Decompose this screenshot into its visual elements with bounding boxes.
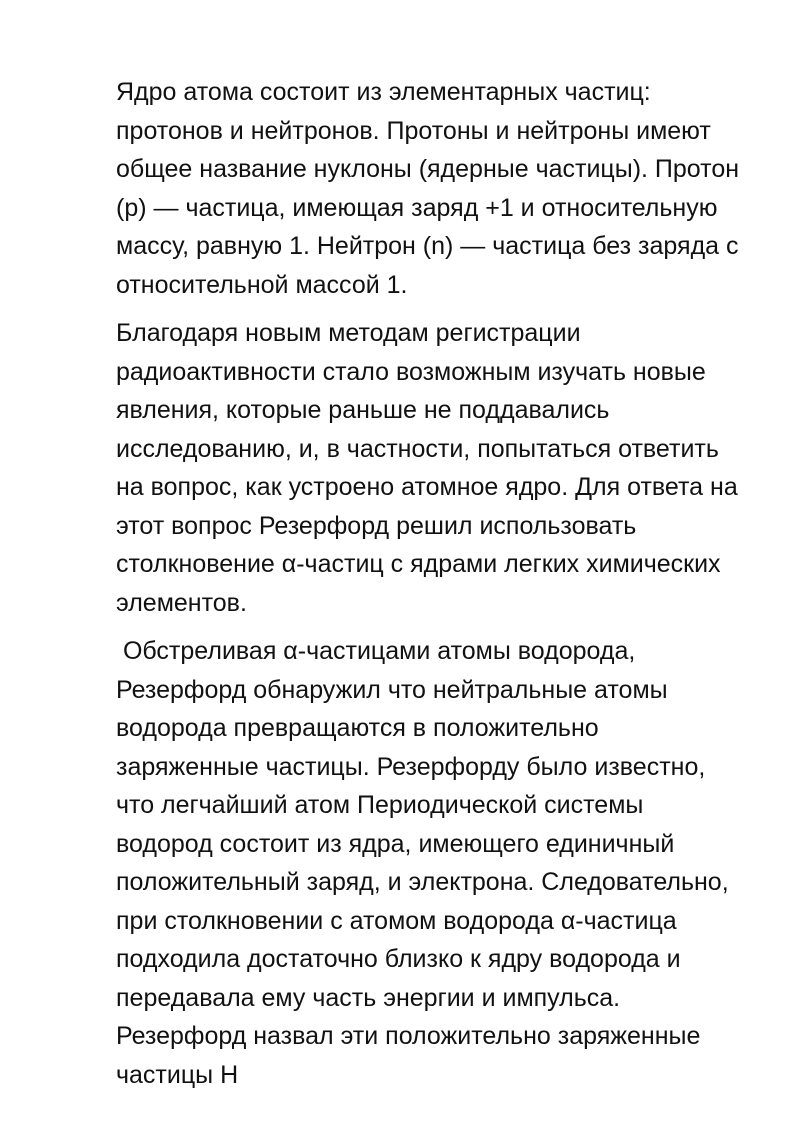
paragraph-nucleus-composition: Ядро атома состоит из элементарных частиц: протонов и нейтронов. Протоны и нейтроны имеют общее название нуклоны (ядерные частицы). Протон (p) — частица, имеющая заряд +1 и относительную массу, равную 1. Нейтрон (n) — частица без заряда с относительной массой 1. bbox=[116, 78, 740, 299]
document-page bbox=[116, 73, 746, 1104]
paragraph-rutherford-experiment: Обстреливая α-частицами атомы водорода, Резерфорд обнаружил что нейтральные атомы водорода превращаются в положительно заряженные частицы. Резерфорду было известно, что легчайший атом Периодической системы водород состоит из ядра, имеющего единичный положительный заряд, и электрона. Следовательно, при столкновении с атомом водорода α-частица подходила достаточно близко к ядру водорода и передавала ему часть энергии и импульса. Резерфорд назвал эти положительно заряженные частицы H bbox=[116, 637, 736, 1089]
paragraph-radioactivity-methods: Благодаря новым методам регистрации радиоактивности стало возможным изучать новые явления, которые раньше не поддавались исследованию, и, в частности, попытаться ответить на вопрос, как устроено атомное ядро. Для ответа на этот вопрос Резерфорд решил использовать столкновение α-частиц с ядрами легких химических элементов. bbox=[116, 319, 738, 617]
